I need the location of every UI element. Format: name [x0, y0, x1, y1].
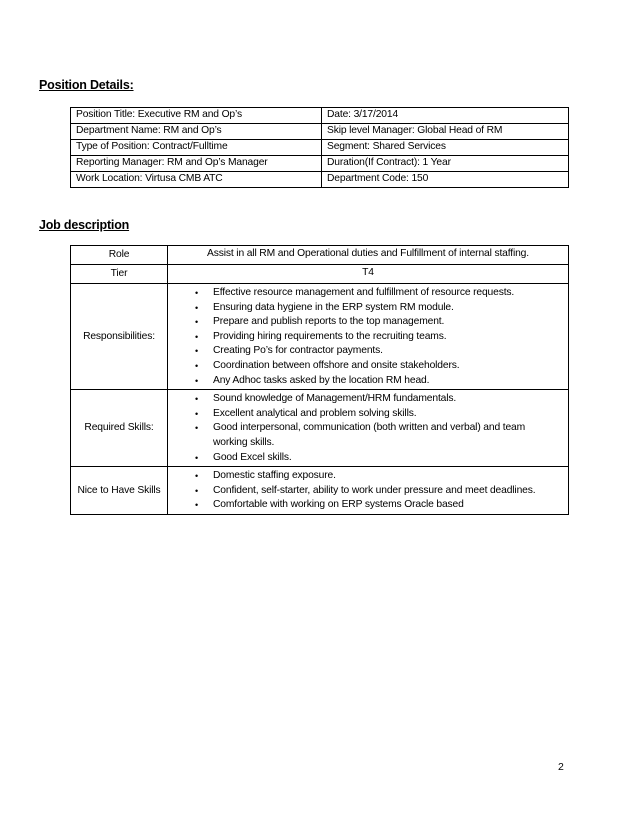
tier-value: T4	[168, 265, 569, 284]
bullet-icon: •	[195, 375, 199, 386]
list-item	[195, 374, 562, 389]
bullet-icon: •	[195, 360, 199, 371]
list-item	[195, 469, 562, 484]
list-item	[195, 330, 562, 345]
nice-to-have-row	[71, 467, 569, 515]
list-item	[195, 286, 562, 301]
list-item-text: Any Adhoc tasks asked by the location RM head.	[213, 374, 430, 386]
job-description-heading: Job description	[39, 218, 130, 232]
work-location-cell: Work Location: Virtusa CMB ATC	[71, 172, 322, 188]
bullet-icon: •	[195, 302, 199, 313]
required-skills-list	[195, 392, 562, 465]
list-item-text: Ensuring data hygiene in the ERP system RM module.	[213, 301, 454, 313]
table-row	[71, 140, 569, 156]
list-item	[195, 498, 562, 513]
list-item	[195, 407, 562, 422]
list-item	[195, 392, 562, 407]
tier-label: Tier	[71, 265, 168, 284]
responsibilities-cell	[168, 284, 569, 390]
position-title-cell: Position Title: Executive RM and Op’s	[71, 108, 322, 124]
bullet-icon: •	[195, 331, 199, 342]
list-item-text: Confident, self-starter, ability to work under pressure and meet deadlines.	[213, 484, 536, 496]
table-row	[71, 156, 569, 172]
list-item-text: Good Excel skills.	[213, 451, 292, 463]
position-details-table	[70, 107, 569, 188]
duration-cell: Duration(If Contract): 1 Year	[322, 156, 569, 172]
role-label: Role	[71, 246, 168, 265]
responsibilities-list	[195, 286, 562, 388]
list-item	[195, 421, 562, 450]
bullet-icon: •	[195, 288, 199, 298]
nice-to-have-cell	[168, 467, 569, 515]
reporting-manager-cell: Reporting Manager: RM and Op’s Manager	[71, 156, 322, 172]
table-row	[71, 108, 569, 124]
position-details-heading: Position Details:	[39, 78, 134, 92]
position-type-cell: Type of Position: Contract/Fulltime	[71, 140, 322, 156]
list-item-text: Good interpersonal, communication (both written and verbal) and team working skills.	[213, 422, 526, 448]
bullet-icon: •	[195, 500, 199, 511]
bullet-icon: •	[195, 485, 199, 496]
nice-to-have-label: Nice to Have Skills	[71, 467, 168, 515]
bullet-icon: •	[195, 408, 199, 419]
bullet-icon: •	[195, 423, 199, 434]
list-item-text: Effective resource management and fulfillment of resource requests.	[213, 287, 515, 298]
date-cell: Date: 3/17/2014	[322, 108, 569, 124]
list-item	[195, 359, 562, 374]
page-number: 2	[558, 761, 564, 773]
list-item-text: Sound knowledge of Management/HRM fundamentals.	[213, 393, 457, 405]
required-skills-label: Required Skills:	[71, 390, 168, 467]
table-row	[71, 124, 569, 140]
responsibilities-row	[71, 284, 569, 390]
job-description-table	[70, 245, 569, 515]
list-item	[195, 301, 562, 316]
role-value: Assist in all RM and Operational duties and Fulfillment of internal staffing.	[168, 246, 569, 265]
tier-row	[71, 265, 569, 284]
department-code-cell: Department Code: 150	[322, 172, 569, 188]
list-item	[195, 344, 562, 359]
responsibilities-label: Responsibilities:	[71, 284, 168, 390]
table-row	[71, 172, 569, 188]
bullet-icon: •	[195, 346, 199, 357]
skip-level-manager-cell: Skip level Manager: Global Head of RM	[322, 124, 569, 140]
bullet-icon: •	[195, 317, 199, 328]
list-item-text: Domestic staffing exposure.	[213, 470, 336, 482]
list-item	[195, 451, 562, 466]
list-item-text: Creating Po’s for contractor payments.	[213, 345, 383, 357]
list-item	[195, 484, 562, 499]
list-item-text: Coordination between offshore and onsite stakeholders.	[213, 359, 460, 371]
required-skills-row	[71, 390, 569, 467]
list-item-text: Prepare and publish reports to the top management.	[213, 316, 445, 328]
list-item-text: Providing hiring requirements to the recruiting teams.	[213, 330, 447, 342]
department-name-cell: Department Name: RM and Op’s	[71, 124, 322, 140]
list-item	[195, 315, 562, 330]
bullet-icon: •	[195, 394, 199, 405]
bullet-icon: •	[195, 471, 199, 482]
nice-to-have-list	[195, 469, 562, 513]
role-row	[71, 246, 569, 265]
bullet-icon: •	[195, 452, 199, 463]
list-item-text: Excellent analytical and problem solving skills.	[213, 407, 417, 419]
segment-cell: Segment: Shared Services	[322, 140, 569, 156]
list-item-text: Comfortable with working on ERP systems Oracle based	[213, 499, 464, 511]
required-skills-cell	[168, 390, 569, 467]
